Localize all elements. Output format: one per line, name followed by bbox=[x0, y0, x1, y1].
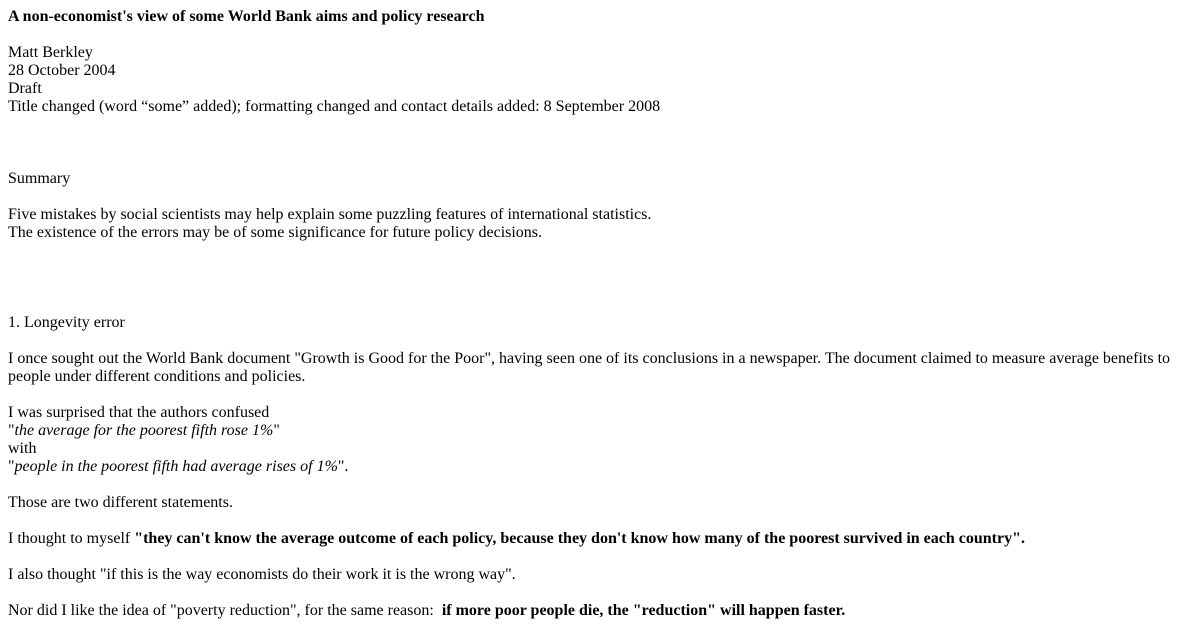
section-heading: 1. Longevity error bbox=[8, 314, 125, 331]
quoted-statement-1 bbox=[8, 422, 1192, 440]
spacer bbox=[8, 116, 1192, 170]
spacer bbox=[8, 188, 1192, 206]
quoted-statement-2 bbox=[8, 458, 1192, 476]
spacer bbox=[8, 332, 1192, 350]
spacer bbox=[8, 512, 1192, 530]
status: Draft bbox=[8, 80, 42, 97]
paragraph-poverty-reduction bbox=[8, 602, 1192, 620]
with-word: with bbox=[8, 440, 37, 457]
quote-mark: " bbox=[273, 422, 280, 439]
paragraph-confused-intro: I was surprised that the authors confused bbox=[8, 404, 270, 421]
spacer bbox=[8, 476, 1192, 494]
spacer bbox=[8, 26, 1192, 44]
revision-note: Title changed (word “some” added); formatting changed and contact details added: 8 September 2008 bbox=[8, 98, 661, 115]
paragraph-two-statements: Those are two different statements. bbox=[8, 494, 233, 511]
spacer bbox=[8, 242, 1192, 314]
statement-1-text: the average for the poorest fifth rose 1% bbox=[14, 422, 274, 439]
spacer bbox=[8, 584, 1192, 602]
quote-mark: " bbox=[8, 422, 15, 439]
quote-mark: ". bbox=[337, 458, 349, 475]
date: 28 October 2004 bbox=[8, 62, 116, 79]
author: Matt Berkley bbox=[8, 44, 93, 61]
statement-2-text: people in the poorest fifth had average rises of 1% bbox=[14, 458, 338, 475]
summary-heading: Summary bbox=[8, 170, 71, 187]
summary-line-1: Five mistakes by social scientists may help explain some puzzling features of international statistics. bbox=[8, 206, 652, 223]
summary-line-2: The existence of the errors may be of some significance for future policy decisions. bbox=[8, 224, 543, 241]
paragraph-thought bbox=[8, 530, 1192, 548]
poverty-intro: Nor did I like the idea of "poverty reduction", for the same reason: bbox=[8, 602, 442, 619]
paragraph-growth-document: I once sought out the World Bank document "Growth is Good for the Poor", having seen one of its conclusions in a newspaper. The document claimed to measure average benefits to people under different conditions and policies. bbox=[8, 350, 1171, 385]
thought-intro: I thought to myself bbox=[8, 530, 135, 547]
paragraph-thought-2: I also thought "if this is the way economists do their work it is the wrong way". bbox=[8, 566, 516, 583]
poverty-bold: if more poor people die, the "reduction" will happen faster. bbox=[441, 602, 846, 619]
quote-mark: " bbox=[8, 458, 15, 475]
thought-bold: "they can't know the average outcome of each policy, because they don't know how many of the poorest survived in each country". bbox=[134, 530, 1025, 547]
spacer bbox=[8, 548, 1192, 566]
spacer bbox=[8, 386, 1192, 404]
document-title: A non-economist's view of some World Bank aims and policy research bbox=[8, 8, 485, 25]
